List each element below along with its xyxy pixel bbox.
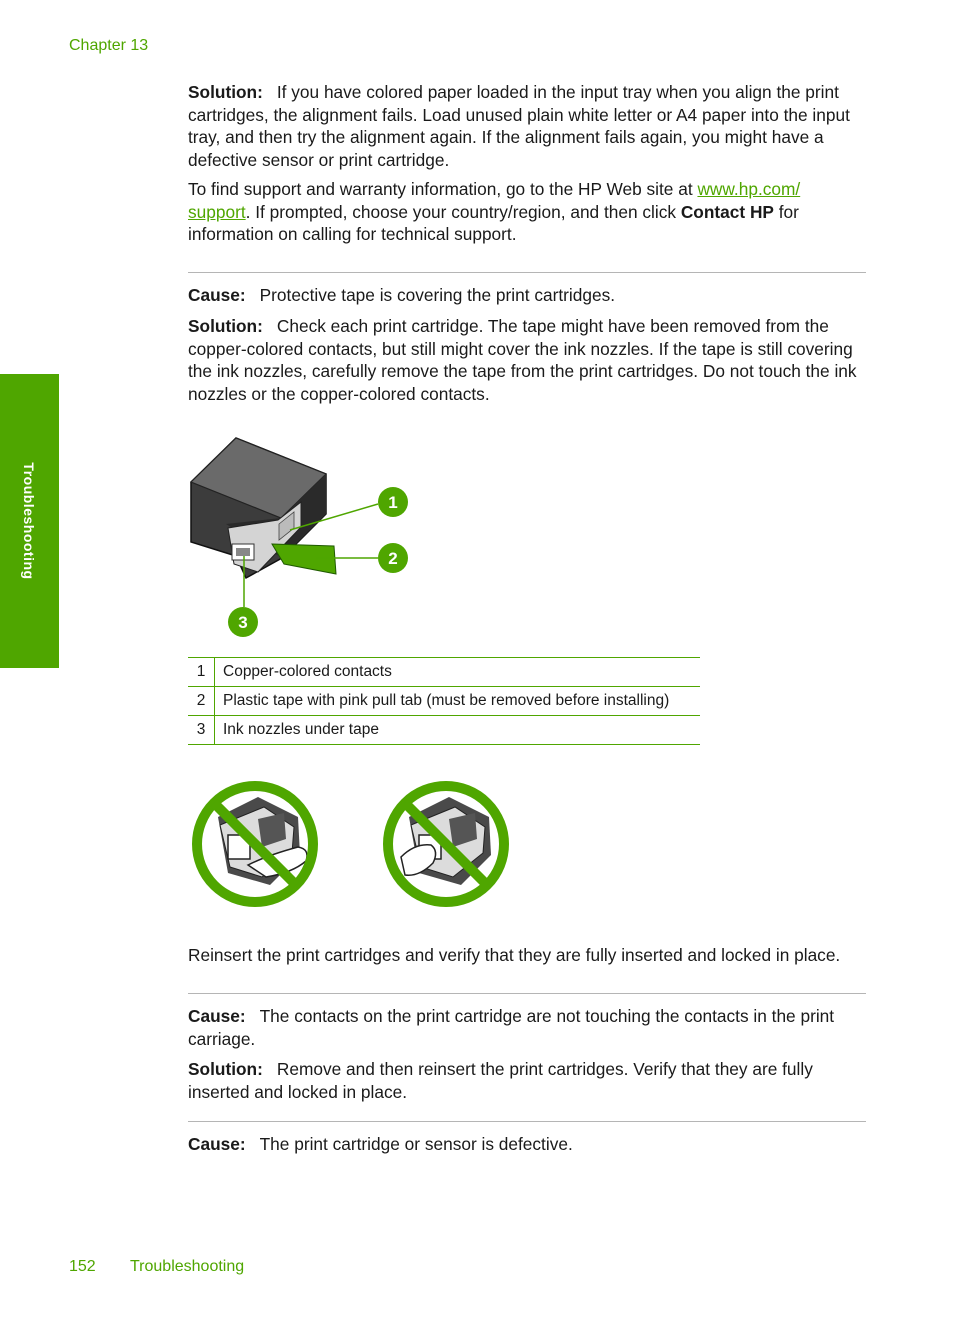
side-tab-label: Troubleshooting	[21, 462, 37, 580]
solution-lead: Solution:	[188, 316, 263, 336]
chapter-header: Chapter 13	[69, 37, 149, 54]
do-not-touch-contacts-icon	[188, 777, 322, 911]
divider	[188, 993, 866, 994]
legend-number: 2	[188, 687, 215, 716]
callout-3	[228, 607, 258, 637]
legend-table	[188, 657, 700, 745]
solution-paragraph-2	[188, 315, 866, 405]
svg-text:2: 2	[388, 549, 398, 568]
cause-text: Protective tape is covering the print cartridges.	[259, 285, 616, 305]
support-paragraph	[188, 178, 866, 246]
svg-text:1: 1	[388, 493, 398, 512]
table-row	[188, 687, 700, 716]
reinsert-text: Reinsert the print cartridges and verify that they are fully inserted and locked in place.	[188, 945, 841, 965]
cause-text: The print cartridge or sensor is defective.	[259, 1134, 573, 1154]
legend-number: 3	[188, 716, 215, 745]
cause-text: The contacts on the print cartridge are not touching the contacts in the print carriage.	[188, 1006, 835, 1049]
solution-text: Remove and then reinsert the print cartridges. Verify that they are fully inserted and locked in place.	[188, 1059, 813, 1102]
reinsert-paragraph	[188, 944, 866, 967]
table-row	[188, 716, 700, 745]
solution-lead: Solution:	[188, 1059, 263, 1079]
solution-text: Check each print cartridge. The tape might have been removed from the copper-colored contacts, but still might cover the ink nozzles. If the tape is still covering the ink nozzles, carefully remove the tape from the print cartridges. Do not touch the ink nozzles or the copper-colored contacts.	[188, 316, 857, 404]
legend-label: Plastic tape with pink pull tab (must be removed before installing)	[215, 687, 701, 716]
callout-2	[378, 543, 408, 573]
callout-1	[378, 487, 408, 517]
do-not-touch-nozzles-icon	[379, 777, 513, 911]
svg-text:3: 3	[238, 613, 248, 632]
cause-lead: Cause:	[188, 285, 246, 305]
table-row	[188, 658, 700, 687]
divider	[188, 1121, 866, 1122]
solution-paragraph-3	[188, 1058, 866, 1103]
cartridge-illustration	[186, 432, 416, 642]
solution-lead: Solution:	[188, 82, 263, 102]
footer-section: Troubleshooting	[130, 1258, 245, 1275]
legend-label: Copper-colored contacts	[215, 658, 701, 687]
legend-label: Ink nozzles under tape	[215, 716, 701, 745]
support-text-before: To find support and warranty information, go to the HP Web site at	[188, 179, 698, 199]
support-link[interactable]: www.hp.com/ support	[188, 179, 801, 222]
solution-paragraph-1	[188, 81, 866, 171]
divider	[188, 272, 866, 273]
contact-hp-label: Contact HP	[680, 201, 774, 222]
support-text-after: for information on calling for technical support.	[188, 201, 799, 244]
cause-lead: Cause:	[188, 1006, 246, 1026]
legend-number: 1	[188, 658, 215, 687]
cause-lead: Cause:	[188, 1134, 246, 1154]
cause-paragraph-4	[188, 1133, 866, 1156]
cause-paragraph-2	[188, 284, 866, 307]
support-text-mid: . If prompted, choose your country/region, and then click	[245, 201, 681, 222]
cause-paragraph-3	[188, 1005, 866, 1050]
solution-text: If you have colored paper loaded in the input tray when you align the print cartridges, the alignment fails. Load unused plain white letter or A4 paper into the input tray, and then try the alignment again. If the alignment fails again, you might have a defective sensor or print cartridge.	[188, 82, 850, 170]
page-number: 152	[69, 1258, 96, 1275]
